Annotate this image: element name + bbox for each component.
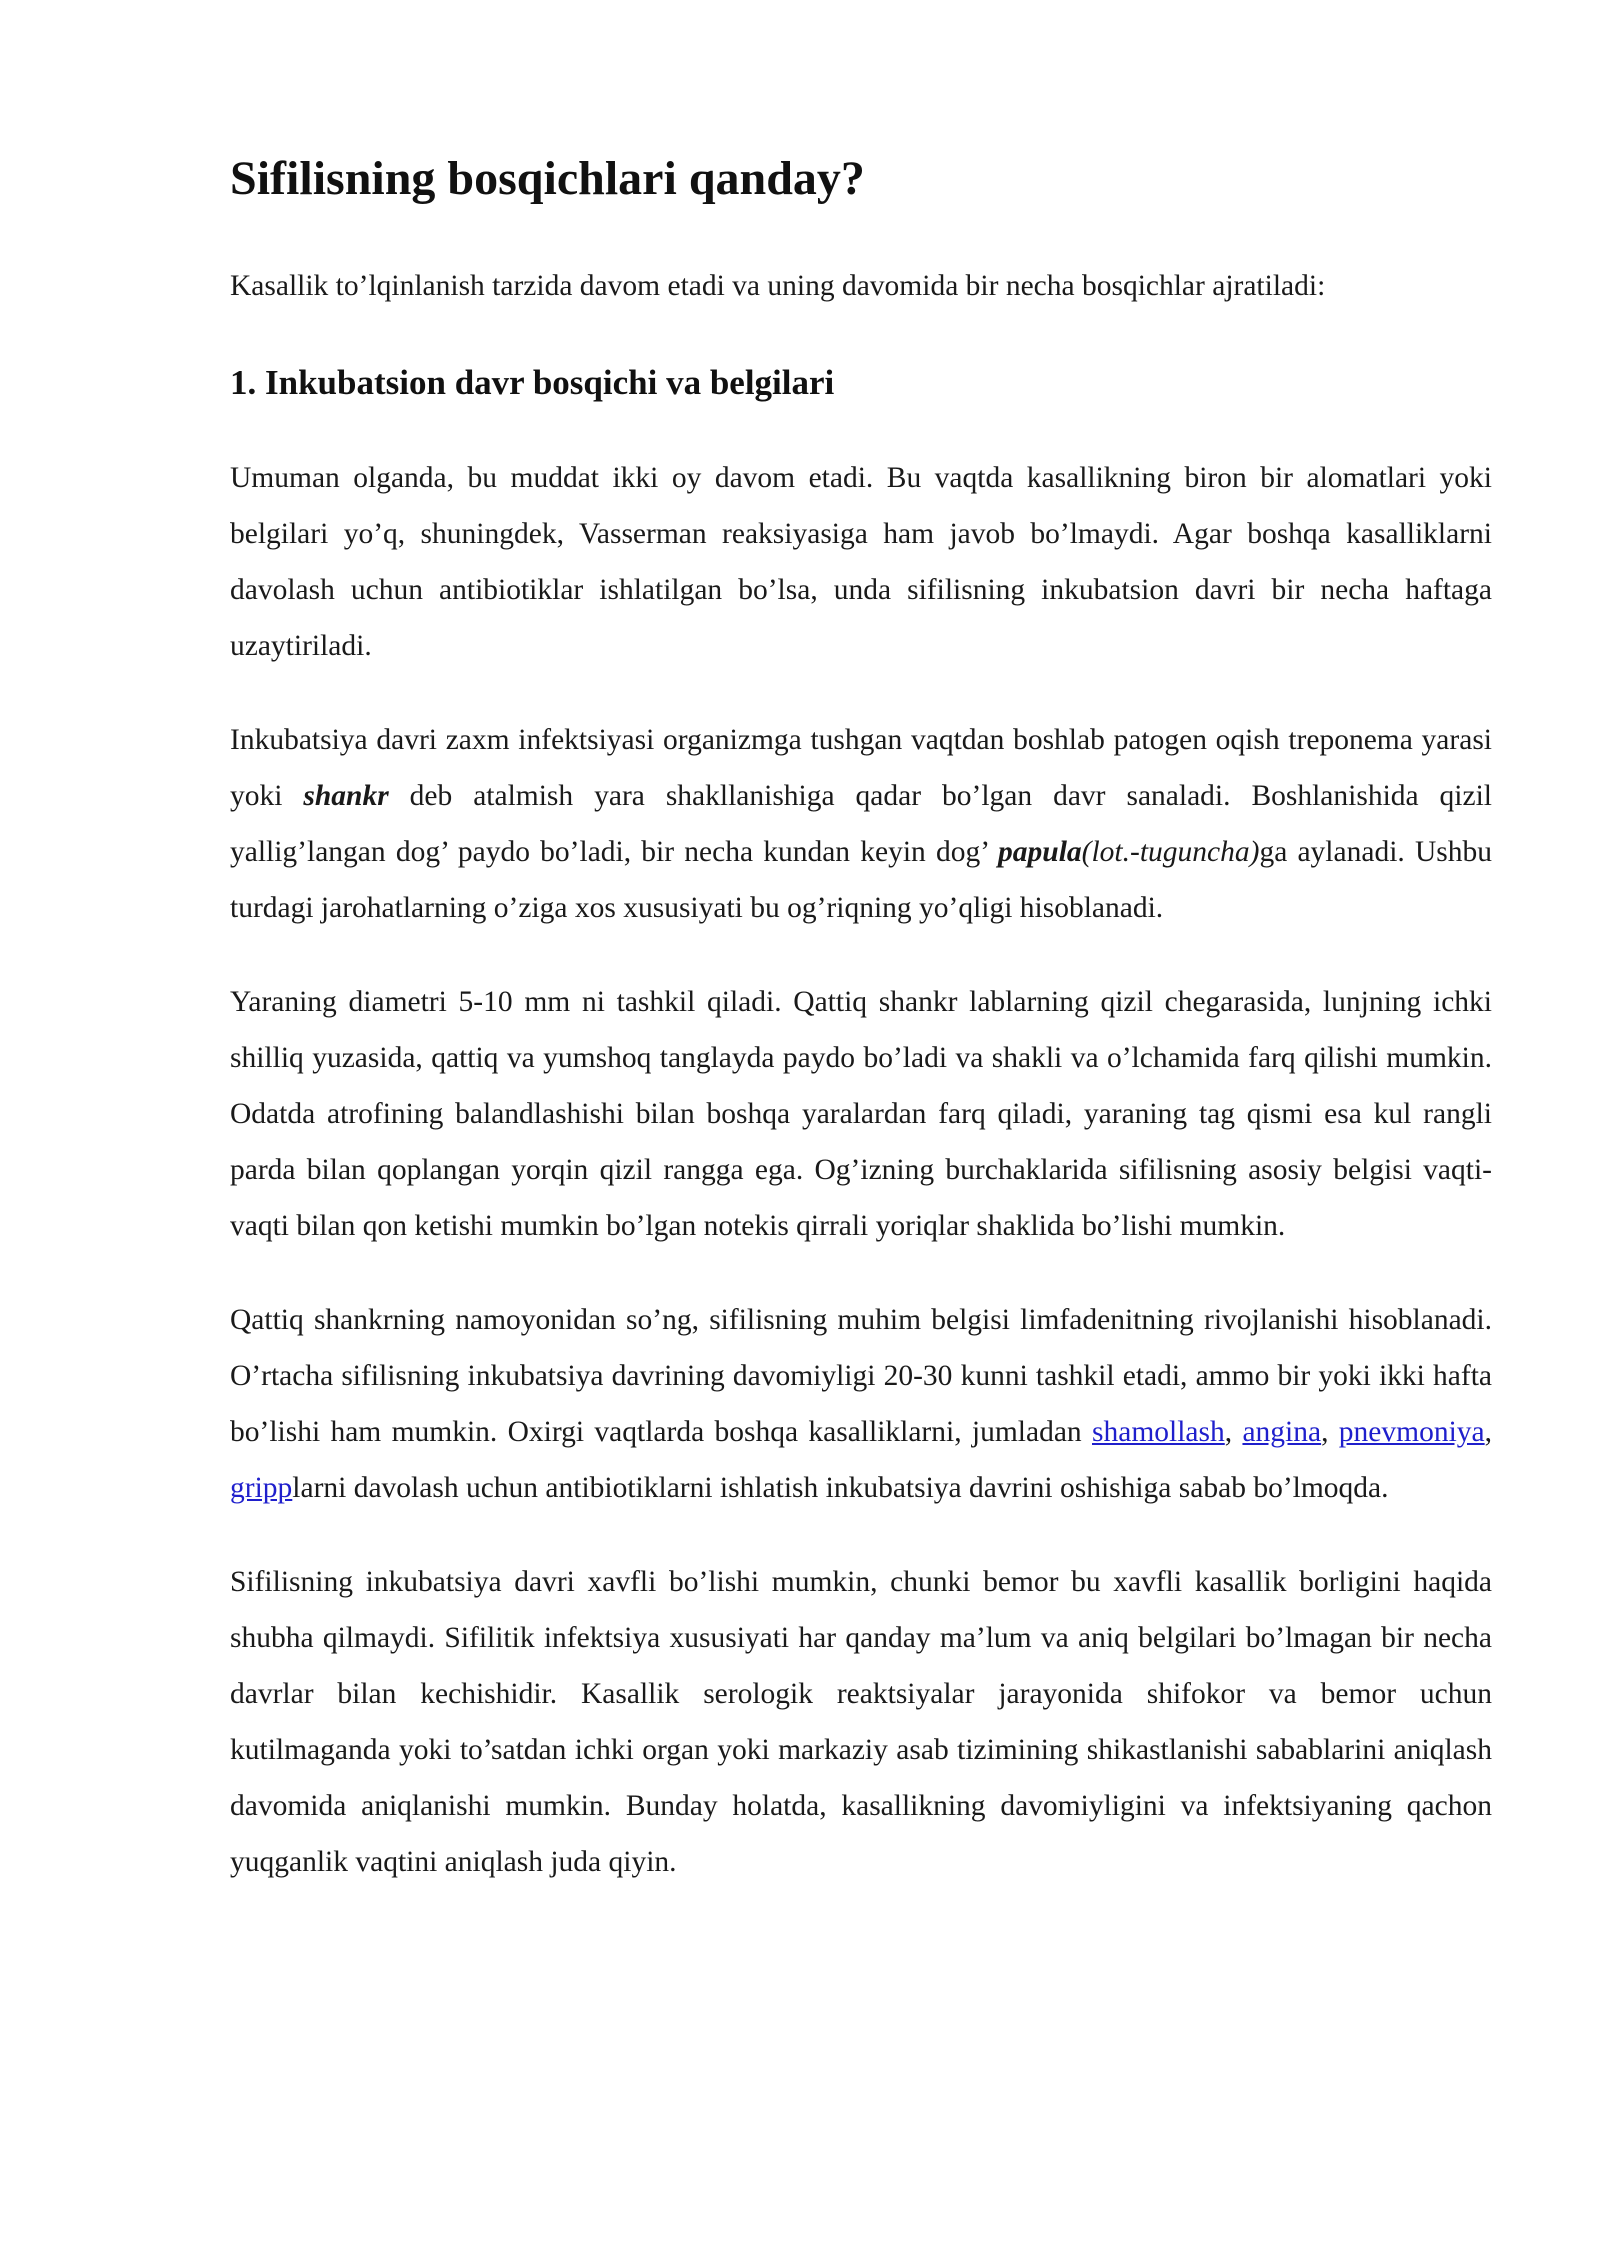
paragraph-1: Umuman olganda, bu muddat ikki oy davom etadi. Bu vaqtda kasallikning biron bir alomatlari yoki belgilari yo’q, shuningdek, Vasserman reaksiyasiga ham javob bo’lmaydi. Agar boshqa kasalliklarni davolash uchun antibiotiklar ishlatilgan bo’lsa, unda sifilisning inkubatsion davri bir necha haftaga uzaytiriladi. xyxy=(230,461,1492,662)
intro-paragraph: Kasallik to’lqinlanish tarzida davom etadi va uning davomida bir necha bosqichlar ajratiladi: xyxy=(230,269,1326,302)
separator: , xyxy=(1484,1415,1493,1448)
paragraph-2-text-1: Inkubatsiya davri zaxm infektsiyasi organizmga tushgan vaqtdan boshlab patogen oqish treponema yarasi yoki xyxy=(230,723,1492,812)
paragraph-4-text-1: Qattiq shankrning namoyonidan so’ng, sifilisning muhim belgisi limfadenitning rivojlanishi hisoblanadi. O’rtacha sifilisning inkubatsiya davrining davomiyligi 20-30 kunni tashkil etadi, ammo bir yoki ikki hafta bo’lishi ham mumkin. Oxirgi vaqtlarda boshqa kasalliklarni, jumladan xyxy=(230,1303,1492,1448)
separator: , xyxy=(1321,1415,1339,1448)
paragraph-2-text-2: deb atalmish yara shakllanishiga qadar bo’lgan davr sanaladi. Boshlanishida qizil yallig’langan dog’ paydo bo’ladi, bir necha kundan keyin dog’ xyxy=(230,779,1492,868)
paragraph-4 xyxy=(230,1292,1492,1516)
link-gripp[interactable]: gripp xyxy=(230,1471,293,1504)
section-heading: 1. Inkubatsion davr bosqichi va belgilari xyxy=(230,362,835,402)
paragraph-4-text-2: larni davolash uchun antibiotiklarni ishlatish inkubatsiya davrini oshishiga sabab bo’lmoqda. xyxy=(292,1471,1389,1504)
document-page xyxy=(230,150,1492,1928)
link-pnevmoniya[interactable]: pnevmoniya xyxy=(1338,1415,1485,1448)
term-latin-note: (lot.-tuguncha) xyxy=(1081,835,1260,868)
separator: , xyxy=(1224,1415,1243,1448)
paragraph-5: Sifilisning inkubatsiya davri xavfli bo’lishi mumkin, chunki bemor bu xavfli kasallik borligini haqida shubha qilmaydi. Sifilitik infektsiya xususiyati har qanday ma’lum va aniq belgilari bo’lmagan bir necha davrlar bilan kechishidir. Kasallik serologik reaktsiyalar jarayonida shifokor va bemor uchun kutilmaganda yoki to’satdan ichki organ yoki markaziy asab tizimining shikastlanishi sabablarini aniqlash davomida aniqlanishi mumkin. Bunday holatda, kasallikning davomiyligini va infektsiyaning qachon yuqganlik vaqtini aniqlash juda qiyin. xyxy=(230,1565,1492,1878)
link-angina[interactable]: angina xyxy=(1242,1415,1322,1448)
page-title: Sifilisning bosqichlari qanday? xyxy=(230,152,865,205)
paragraph-2-text-3: ga aylanadi. Ushbu turdagi jarohatlarning o’ziga xos xususiyati bu og’riqning yo’qligi hisoblanadi. xyxy=(230,835,1492,924)
link-shamollash[interactable]: shamollash xyxy=(1092,1415,1225,1448)
paragraph-2 xyxy=(230,712,1492,936)
paragraph-3: Yaraning diametri 5-10 mm ni tashkil qiladi. Qattiq shankr lablarning qizil chegarasida, lunjning ichki shilliq yuzasida, qattiq va yumshoq tanglayda paydo bo’ladi va shakli va o’lchamida farq qilishi mumkin. Odatda atrofining balandlashishi bilan boshqa yaralardan farq qiladi, yaraning tag qismi esa kul rangli parda bilan qoplangan yorqin qizil rangga ega. Og’izning burchaklarida sifilisning asosiy belgisi vaqti-vaqti bilan qon ketishi mumkin bo’lgan notekis qirrali yoriqlar shaklida bo’lishi mumkin. xyxy=(230,985,1492,1242)
term-shankr: shankr xyxy=(303,779,389,812)
term-papula: papula xyxy=(998,835,1082,868)
